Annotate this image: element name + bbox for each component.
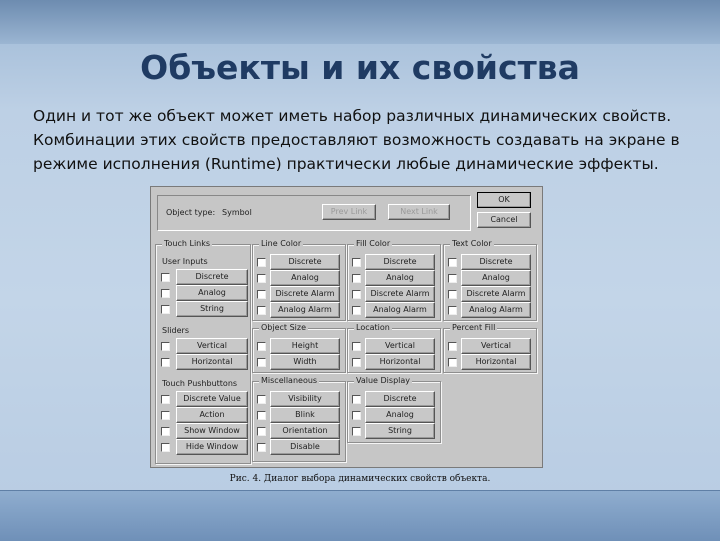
user-input-analog-checkbox[interactable] — [161, 289, 170, 298]
misc-blink-checkbox[interactable] — [257, 411, 266, 420]
value-display-string-button[interactable]: String — [365, 423, 435, 439]
push-action-checkbox[interactable] — [161, 411, 170, 420]
push-show-window-button[interactable]: Show Window — [176, 423, 248, 439]
lead-line: Один и тот же объект может иметь набор различных динамических свойств. — [33, 107, 672, 125]
value-display-group — [347, 376, 441, 443]
lead-line: режиме исполнения (Runtime) практически любые динамические эффекты. — [33, 155, 659, 173]
line-color-analog-checkbox[interactable] — [257, 274, 266, 283]
object-type-label: Object type: — [166, 208, 216, 217]
line-color-analog-alarm-checkbox[interactable] — [257, 306, 266, 315]
push-discrete-value-button[interactable]: Discrete Value — [176, 391, 248, 407]
line-color-discrete-alarm-button[interactable]: Discrete Alarm — [270, 286, 340, 302]
fill-color-discrete-button[interactable]: Discrete — [365, 254, 435, 270]
text-color-discrete-checkbox[interactable] — [448, 258, 457, 267]
text-color-group — [443, 239, 537, 321]
object-type-value: Symbol — [222, 208, 252, 217]
lead-paragraph — [33, 104, 703, 176]
lead-line: Комбинации этих свойств предоставляют возможность создавать на экране в — [33, 131, 680, 149]
touch-links-group — [155, 239, 251, 464]
line-color-discrete-alarm-checkbox[interactable] — [257, 290, 266, 299]
percent-fill-horizontal-button[interactable]: Horizontal — [461, 354, 531, 370]
text-color-analog-alarm-button[interactable]: Analog Alarm — [461, 302, 531, 318]
push-hide-window-button[interactable]: Hide Window — [176, 439, 248, 455]
location-group — [347, 323, 441, 373]
text-color-title: Text Color — [452, 239, 492, 248]
fill-color-analog-alarm-checkbox[interactable] — [352, 306, 361, 315]
misc-disable-checkbox[interactable] — [257, 443, 266, 452]
fill-color-analog-alarm-button[interactable]: Analog Alarm — [365, 302, 435, 318]
object-size-width-button[interactable]: Width — [270, 354, 340, 370]
user-inputs-label: User Inputs — [162, 257, 208, 266]
push-show-window-checkbox[interactable] — [161, 427, 170, 436]
dynamic-properties-dialog — [150, 186, 543, 468]
value-display-string-checkbox[interactable] — [352, 427, 361, 436]
misc-disable-button[interactable]: Disable — [270, 439, 340, 455]
next-link-button[interactable]: Next Link — [388, 204, 450, 220]
prev-link-button[interactable]: Prev Link — [322, 204, 376, 220]
slider-horizontal-checkbox[interactable] — [161, 358, 170, 367]
misc-orientation-button[interactable]: Orientation — [270, 423, 340, 439]
touch-links-title: Touch Links — [164, 239, 211, 248]
line-color-discrete-checkbox[interactable] — [257, 258, 266, 267]
percent-fill-title: Percent Fill — [452, 323, 496, 332]
text-color-analog-button[interactable]: Analog — [461, 270, 531, 286]
ok-button[interactable]: OK — [477, 192, 531, 208]
object-type-panel — [157, 195, 471, 231]
location-vertical-button[interactable]: Vertical — [365, 338, 435, 354]
user-input-discrete-button[interactable]: Discrete — [176, 269, 248, 285]
slider-horizontal-button[interactable]: Horizontal — [176, 354, 248, 370]
text-color-discrete-button[interactable]: Discrete — [461, 254, 531, 270]
text-color-analog-checkbox[interactable] — [448, 274, 457, 283]
line-color-analog-alarm-button[interactable]: Analog Alarm — [270, 302, 340, 318]
object-size-title: Object Size — [261, 323, 307, 332]
user-input-string-button[interactable]: String — [176, 301, 248, 317]
value-display-discrete-button[interactable]: Discrete — [365, 391, 435, 407]
touch-pushbuttons-label: Touch Pushbuttons — [162, 379, 238, 388]
text-color-discrete-alarm-checkbox[interactable] — [448, 290, 457, 299]
fill-color-group — [347, 239, 441, 321]
push-discrete-value-checkbox[interactable] — [161, 395, 170, 404]
percent-fill-group — [443, 323, 537, 373]
footer-band — [0, 490, 720, 541]
value-display-analog-checkbox[interactable] — [352, 411, 361, 420]
misc-orientation-checkbox[interactable] — [257, 427, 266, 436]
user-input-discrete-checkbox[interactable] — [161, 273, 170, 282]
text-color-analog-alarm-checkbox[interactable] — [448, 306, 457, 315]
value-display-title: Value Display — [356, 376, 410, 385]
percent-fill-horizontal-checkbox[interactable] — [448, 358, 457, 367]
object-size-height-checkbox[interactable] — [257, 342, 266, 351]
location-title: Location — [356, 323, 390, 332]
push-action-button[interactable]: Action — [176, 407, 248, 423]
object-size-width-checkbox[interactable] — [257, 358, 266, 367]
user-input-string-checkbox[interactable] — [161, 305, 170, 314]
text-color-discrete-alarm-button[interactable]: Discrete Alarm — [461, 286, 531, 302]
miscellaneous-title: Miscellaneous — [261, 376, 318, 385]
line-color-discrete-button[interactable]: Discrete — [270, 254, 340, 270]
line-color-analog-button[interactable]: Analog — [270, 270, 340, 286]
slide-title: Объекты и их свойства — [140, 48, 580, 87]
cancel-button[interactable]: Cancel — [477, 212, 531, 228]
percent-fill-vertical-checkbox[interactable] — [448, 342, 457, 351]
fill-color-analog-button[interactable]: Analog — [365, 270, 435, 286]
header-band — [0, 0, 720, 44]
push-hide-window-checkbox[interactable] — [161, 443, 170, 452]
misc-visibility-button[interactable]: Visibility — [270, 391, 340, 407]
percent-fill-vertical-button[interactable]: Vertical — [461, 338, 531, 354]
fill-color-analog-checkbox[interactable] — [352, 274, 361, 283]
sliders-label: Sliders — [162, 326, 189, 335]
location-vertical-checkbox[interactable] — [352, 342, 361, 351]
misc-visibility-checkbox[interactable] — [257, 395, 266, 404]
value-display-discrete-checkbox[interactable] — [352, 395, 361, 404]
line-color-title: Line Color — [261, 239, 302, 248]
fill-color-title: Fill Color — [356, 239, 391, 248]
slider-vertical-checkbox[interactable] — [161, 342, 170, 351]
object-size-group — [252, 323, 346, 373]
location-horizontal-button[interactable]: Horizontal — [365, 354, 435, 370]
misc-blink-button[interactable]: Blink — [270, 407, 340, 423]
fill-color-discrete-alarm-button[interactable]: Discrete Alarm — [365, 286, 435, 302]
figure-caption: Рис. 4. Диалог выбора динамических свойств объекта. — [229, 474, 491, 484]
user-input-analog-button[interactable]: Analog — [176, 285, 248, 301]
slider-vertical-button[interactable]: Vertical — [176, 338, 248, 354]
object-size-height-button[interactable]: Height — [270, 338, 340, 354]
fill-color-discrete-alarm-checkbox[interactable] — [352, 290, 361, 299]
line-color-group — [252, 239, 346, 321]
value-display-analog-button[interactable]: Analog — [365, 407, 435, 423]
fill-color-discrete-checkbox[interactable] — [352, 258, 361, 267]
miscellaneous-group — [252, 376, 346, 462]
location-horizontal-checkbox[interactable] — [352, 358, 361, 367]
